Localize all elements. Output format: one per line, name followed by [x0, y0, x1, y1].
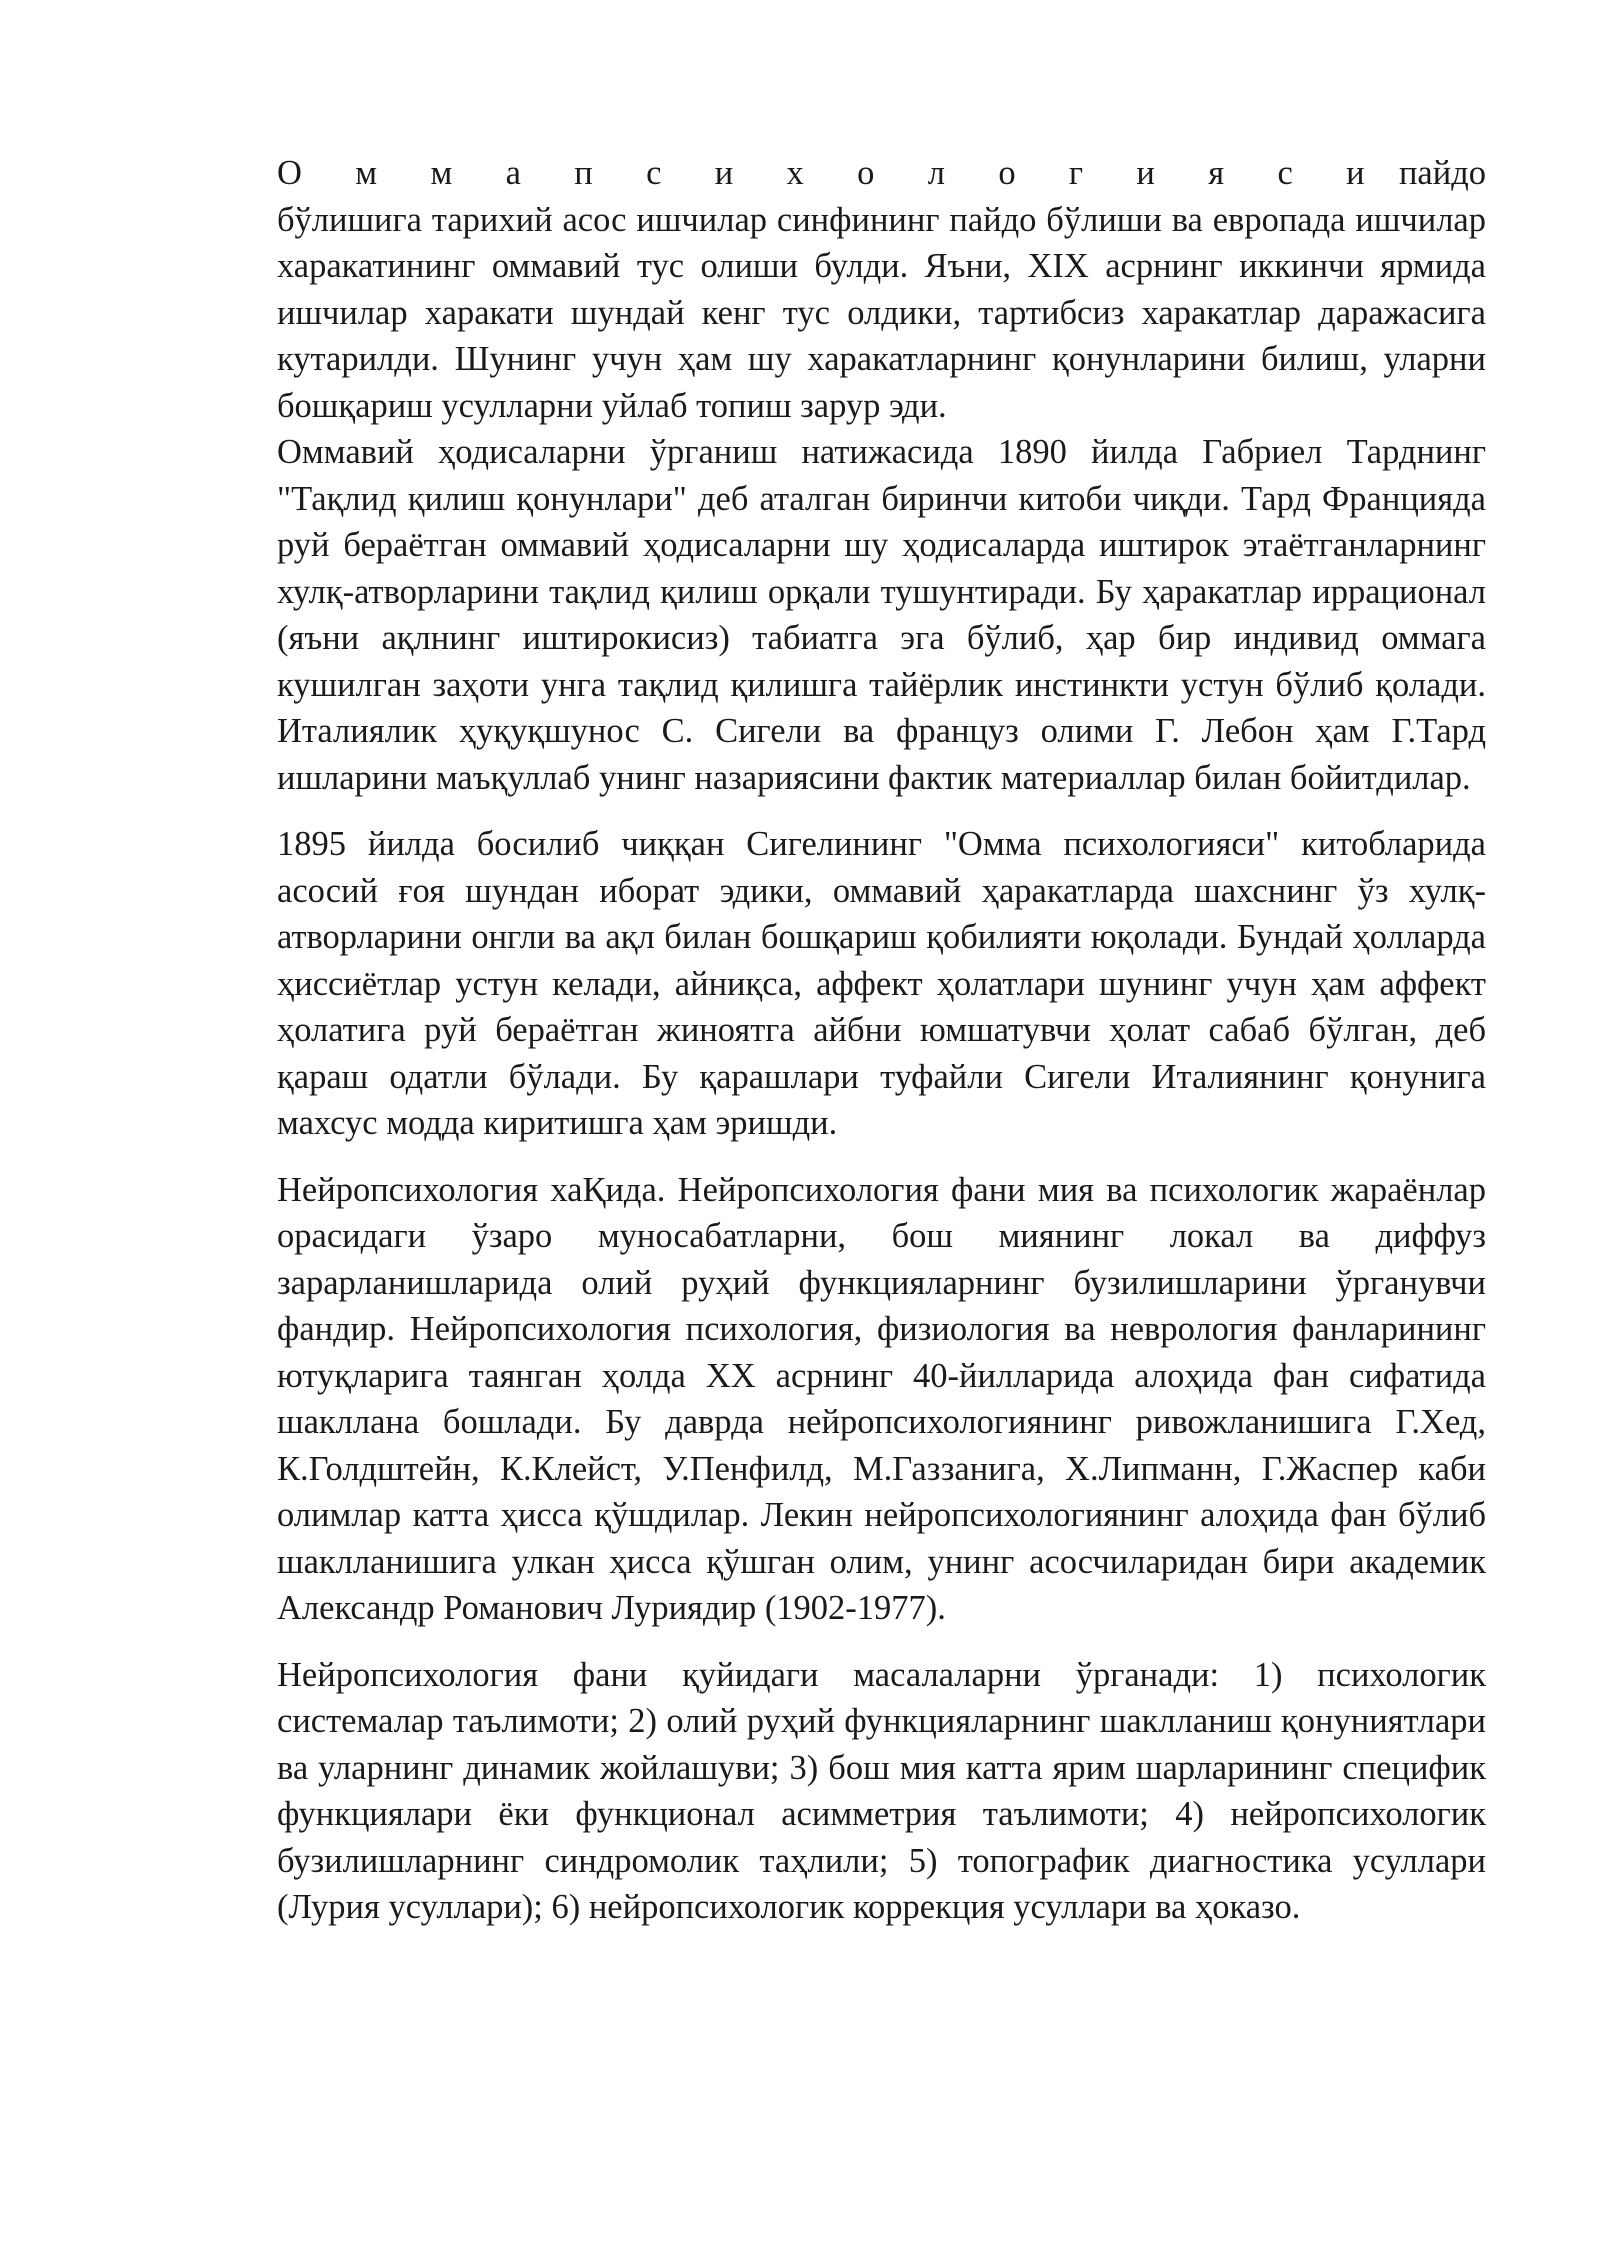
spaced-lead-term: О м м а п с и х о л о г и я с и: [277, 154, 1384, 192]
paragraph-text-part1: пайдо бўлишига тарихий асос ишчилар синфининг пайдо бўлиши ва европада ишчилар харакатининг оммавий тус олиши булди. Яъни, XIX асрнинг иккинчи ярмида ишчилар харакати шундай кенг тус олдики, тартибсиз харакатлар даражасига кутарилди. Шунинг учун ҳам шу харакатларнинг қонунларини билиш, уларни бошқариш усулларни уйлаб топиш зарур эди.: [277, 154, 1486, 425]
paragraph-omma-psixologiyasi: [277, 150, 1486, 801]
paragraph-sigele-1895: 1895 йилда босилиб чиққан Сигелининг "Омма психологияси" китобларида асосий ғоя шундан иборат эдики, оммавий ҳаракатларда шахснинг ўз хулқ-атворларини онгли ва ақл билан бошқариш қобилияти юқолади. Бундай ҳолларда ҳиссиётлар устун келади, айниқса, аффект ҳолатлари шунинг учун ҳам аффект ҳолатига руй бераётган жиноятга айбни юмшатувчи ҳолат сабаб бўлган, деб қараш одатли бўлади. Бу қарашлари туфайли Сигели Италиянинг қонунига махсус модда киритишга ҳам эришди.: [277, 825, 1486, 1142]
paragraph-neyropsixologiya-haqida: Нейропсихология хаҚида. Нейропсихология фани мия ва психологик жараёнлар орасидаги ўзаро муносабатларни, бош миянинг локал ва диффуз зарарланишларида олий руҳий функцияларнинг бузилишларини ўрганувчи фандир. Нейропсихология психология, физиология ва неврология фанларининг ютуқларига таянган ҳолда XX асрнинг 40-йилларида алоҳида фан сифатида шакллана бошлади. Бу даврда нейропсихологиянинг ривожланишига Г.Хед, К.Голдштейн, К.Клейст, У.Пенфилд, М.Газзанига, Х.Липманн, Г.Жаспер каби олимлар катта ҳисса қўшдилар. Лекин нейропсихологиянинг алоҳида фан бўлиб шаклланишига улкан ҳисса қўшган олим, унинг асосчиларидан бири академик Александр Романович Луриядир (1902-1977).: [277, 1170, 1486, 1627]
paragraph-text-part2: Оммавий ҳодисаларни ўрганиш натижасида 1890 йилда Габриел Тарднинг "Тақлид қилиш қонунлари" деб аталган биринчи китоби чиқди. Тард Францияда руй бераётган оммавий ҳодисаларни шу ҳодисаларда иштирок этаётганларнинг хулқ-атворларини тақлид қилиш орқали тушунтиради. Бу ҳаракатлар иррационал (яъни ақлнинг иштирокисиз) табиатга эга бўлиб, ҳар бир индивид оммага кушилган заҳоти унга тақлид қилишга тайёрлик инстинкти устун бўлиб қолади. Италиялик ҳуқуқшунос С. Сигели ва француз олими Г. Лебон ҳам Г.Тард ишларини маъқуллаб унинг назариясини фактик материаллар билан бойитдилар.: [277, 433, 1486, 797]
document-body: [277, 150, 1486, 1951]
paragraph-neyropsixologiya-masalalari: Нейропсихология фани қуйидаги масалаларни ўрганади: 1) психологик системалар таълимоти; 2) олий руҳий функцияларнинг шаклланиш қонуниятлари ва уларнинг динамик жойлашуви; 3) бош мия катта ярим шарларининг специфик функциялари ёки функционал асимметрия таълимоти; 4) нейропсихологик бузилишларнинг синдромолик таҳлили; 5) топографик диагностика усуллари (Лурия усуллари); 6) нейропсихологик коррекция усуллари ва ҳоказо.: [277, 1655, 1486, 1926]
